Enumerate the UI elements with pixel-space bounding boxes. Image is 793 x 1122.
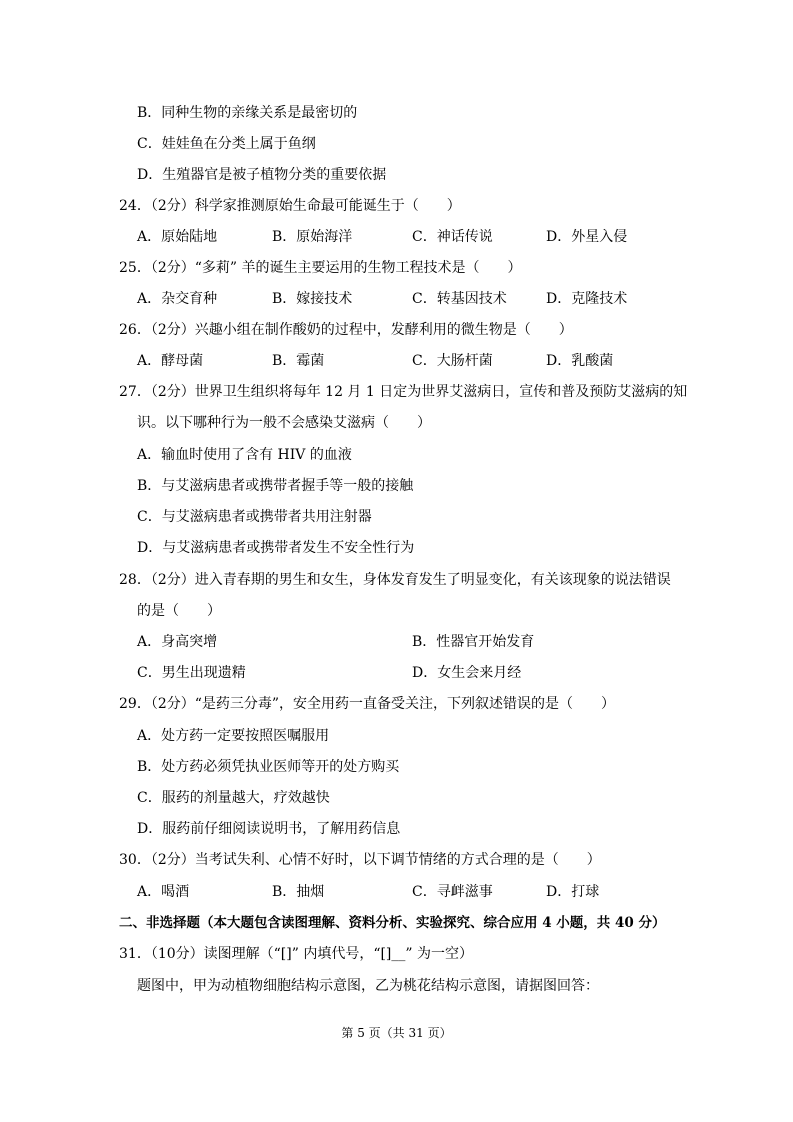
q28-option-d: D．女生会来月经 xyxy=(412,665,522,681)
q27-option-a: A．输血时使用了含有 HIV 的血液 xyxy=(137,447,352,463)
q27-stem-line1: 27．（2分）世界卫生组织将每年 12 月 1 日定为世界艾滋病日，宣传和普及预防艾滋病的知 xyxy=(119,384,688,400)
q27-option-b: B．与艾滋病患者或携带者握手等一般的接触 xyxy=(137,478,414,494)
q27-stem-line2: 识。以下哪种行为一般不会感染艾滋病（ ） xyxy=(137,415,431,431)
q25-option-d: D．克隆技术 xyxy=(546,291,628,307)
q31-intro: 题图中，甲为动植物细胞结构示意图，乙为桃花结构示意图，请据图回答： xyxy=(137,978,599,994)
q30-option-d: D．打球 xyxy=(546,884,600,900)
q26-stem: 26．（2分）兴趣小组在制作酸奶的过程中，发酵利用的微生物是（ ） xyxy=(119,322,573,338)
q24-option-c: C．神话传说 xyxy=(412,229,493,245)
q29-option-d: D．服药前仔细阅读说明书，了解用药信息 xyxy=(137,821,401,837)
page-footer: 第 5 页（共 31 页） xyxy=(341,1026,452,1040)
section-heading: 二、非选择题（本大题包含读图理解、资料分析、实验探究、综合应用 4 小题，共 40 分） xyxy=(119,915,666,931)
q25-option-c: C．转基因技术 xyxy=(412,291,507,307)
q27-option-d: D．与艾滋病患者或携带者发生不安全性行为 xyxy=(137,540,415,556)
q28-options-row2 xyxy=(137,663,657,683)
prev-option-c: C．娃娃鱼在分类上属于鱼纲 xyxy=(137,136,316,152)
q24-options xyxy=(137,227,657,247)
q28-option-a: A．身高突增 xyxy=(137,634,218,650)
q28-options-row1 xyxy=(137,632,657,652)
q24-option-d: D．外星入侵 xyxy=(546,229,628,245)
q25-options xyxy=(137,289,657,309)
q25-option-b: B．嫁接技术 xyxy=(272,291,353,307)
q30-option-b: B．抽烟 xyxy=(272,884,325,900)
q30-option-a: A．喝酒 xyxy=(137,884,190,900)
q30-options xyxy=(137,882,657,902)
q28-option-c: C．男生出现遗精 xyxy=(137,665,246,681)
q24-option-a: A．原始陆地 xyxy=(137,229,218,245)
q26-option-c: C．大肠杆菌 xyxy=(412,353,493,369)
q28-stem-line1: 28．（2分）进入青春期的男生和女生，身体发育发生了明显变化，有关该现象的说法错误 xyxy=(119,572,671,588)
q30-option-c: C．寻衅滋事 xyxy=(412,884,493,900)
q25-stem: 25．（2分）“多莉” 羊的诞生主要运用的生物工程技术是（ ） xyxy=(119,260,522,276)
q26-option-b: B．霉菌 xyxy=(272,353,325,369)
q28-option-b: B．性器官开始发育 xyxy=(412,634,535,650)
prev-option-d: D．生殖器官是被子植物分类的重要依据 xyxy=(137,167,387,183)
q29-option-b: B．处方药必须凭执业医师等开的处方购买 xyxy=(137,759,400,775)
q26-option-d: D．乳酸菌 xyxy=(546,353,614,369)
q29-stem: 29．（2分）“是药三分毒”，安全用药一直备受关注，下列叙述错误的是（ ） xyxy=(119,696,616,712)
q26-option-a: A．酵母菌 xyxy=(137,353,204,369)
q29-option-a: A．处方药一定要按照医嘱服用 xyxy=(137,728,330,744)
q25-option-a: A．杂交育种 xyxy=(137,291,218,307)
q31-stem: 31．（10分）读图理解（“[]” 内填代号，“[]__” 为一空） xyxy=(119,946,474,962)
q24-stem: 24．（2分）科学家推测原始生命最可能诞生于（ ） xyxy=(119,198,461,214)
q30-stem: 30．（2分）当考试失利、心情不好时，以下调节情绪的方式合理的是（ ） xyxy=(119,852,601,868)
q24-option-b: B．原始海洋 xyxy=(272,229,353,245)
q27-option-c: C．与艾滋病患者或携带者共用注射器 xyxy=(137,509,372,525)
prev-option-b: B．同种生物的亲缘关系是最密切的 xyxy=(137,105,358,121)
q28-stem-line2: 的是（ ） xyxy=(137,603,221,619)
q29-option-c: C．服药的剂量越大，疗效越快 xyxy=(137,790,330,806)
q26-options xyxy=(137,351,657,371)
